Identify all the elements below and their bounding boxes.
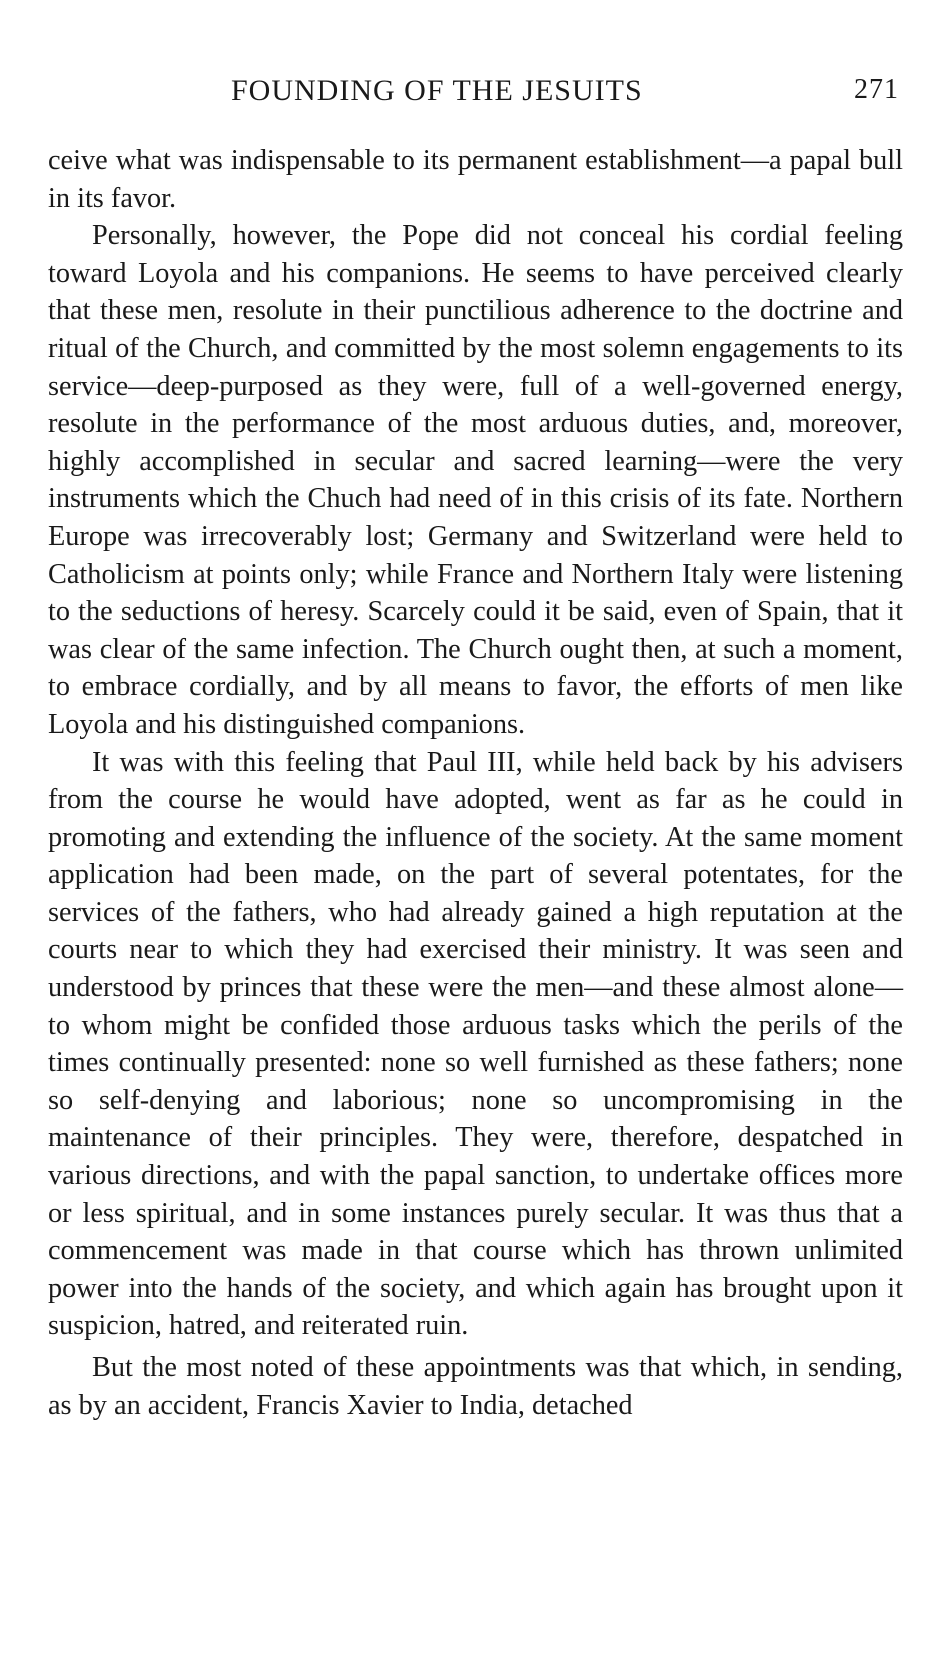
- paragraph: But the most noted of these appointments was that which, in sending, as by an accident, Francis Xavier to India, detached: [48, 1352, 903, 1421]
- paragraph: It was with this feeling that Paul III, while held back by his advisers from the course he would have adopted, went as far as he could in promoting and extending the influence of the society. At the same moment application had been made, on the part of several potentates, for the services of the fathers, who had already gained a high reputation at the courts near to which they had exercised their ministry. It was seen and understood by princes that these were the men—and these almost alone—to whom might be confided those arduous tasks which the perils of the times continually presented: none so well furnished as these fathers; none so self-denying and laborious; none so uncompromising in the maintenance of their principles. They were, therefore, despatched in various directions, and with the papal sanction, to undertake offices more or less spiritual, and in some instances purely secular. It was thus that a commencement was made in that course which has thrown unlimited power into the hands of the society, and which again has brought upon it suspicion, hatred, and reiterated ruin.: [48, 746, 903, 1342]
- page-number: 271: [854, 74, 899, 105]
- running-title: FOUNDING OF THE JESUITS: [231, 74, 643, 107]
- paragraph-continued: ceive what was indispensable to its permanent establishment—a papal bull in its favor.: [48, 145, 903, 214]
- body-text: [48, 142, 903, 1424]
- paragraph: Personally, however, the Pope did not conceal his cordial feeling toward Loyola and his companions. He seems to have perceived clearly that these men, resolute in their punctilious adherence to the doctrine and ritual of the Church, and committed by the most solemn engagements to its service—deep-purposed as they were, full of a well-governed energy, resolute in the performance of the most arduous duties, and, moreover, highly accomplished in secular and sacred learning—were the very instruments which the Chuch had need of in this crisis of its fate. Northern Europe was irrecoverably lost; Germany and Switzerland were held to Catholicism at points only; while France and Northern Italy were listening to the seductions of heresy. Scarcely could it be said, even of Spain, that it was clear of the same infection. The Church ought then, at such a moment, to embrace cordially, and by all means to favor, the efforts of men like Loyola and his distinguished companions.: [48, 220, 903, 740]
- running-header: [48, 74, 903, 116]
- book-page: [48, 74, 903, 1424]
